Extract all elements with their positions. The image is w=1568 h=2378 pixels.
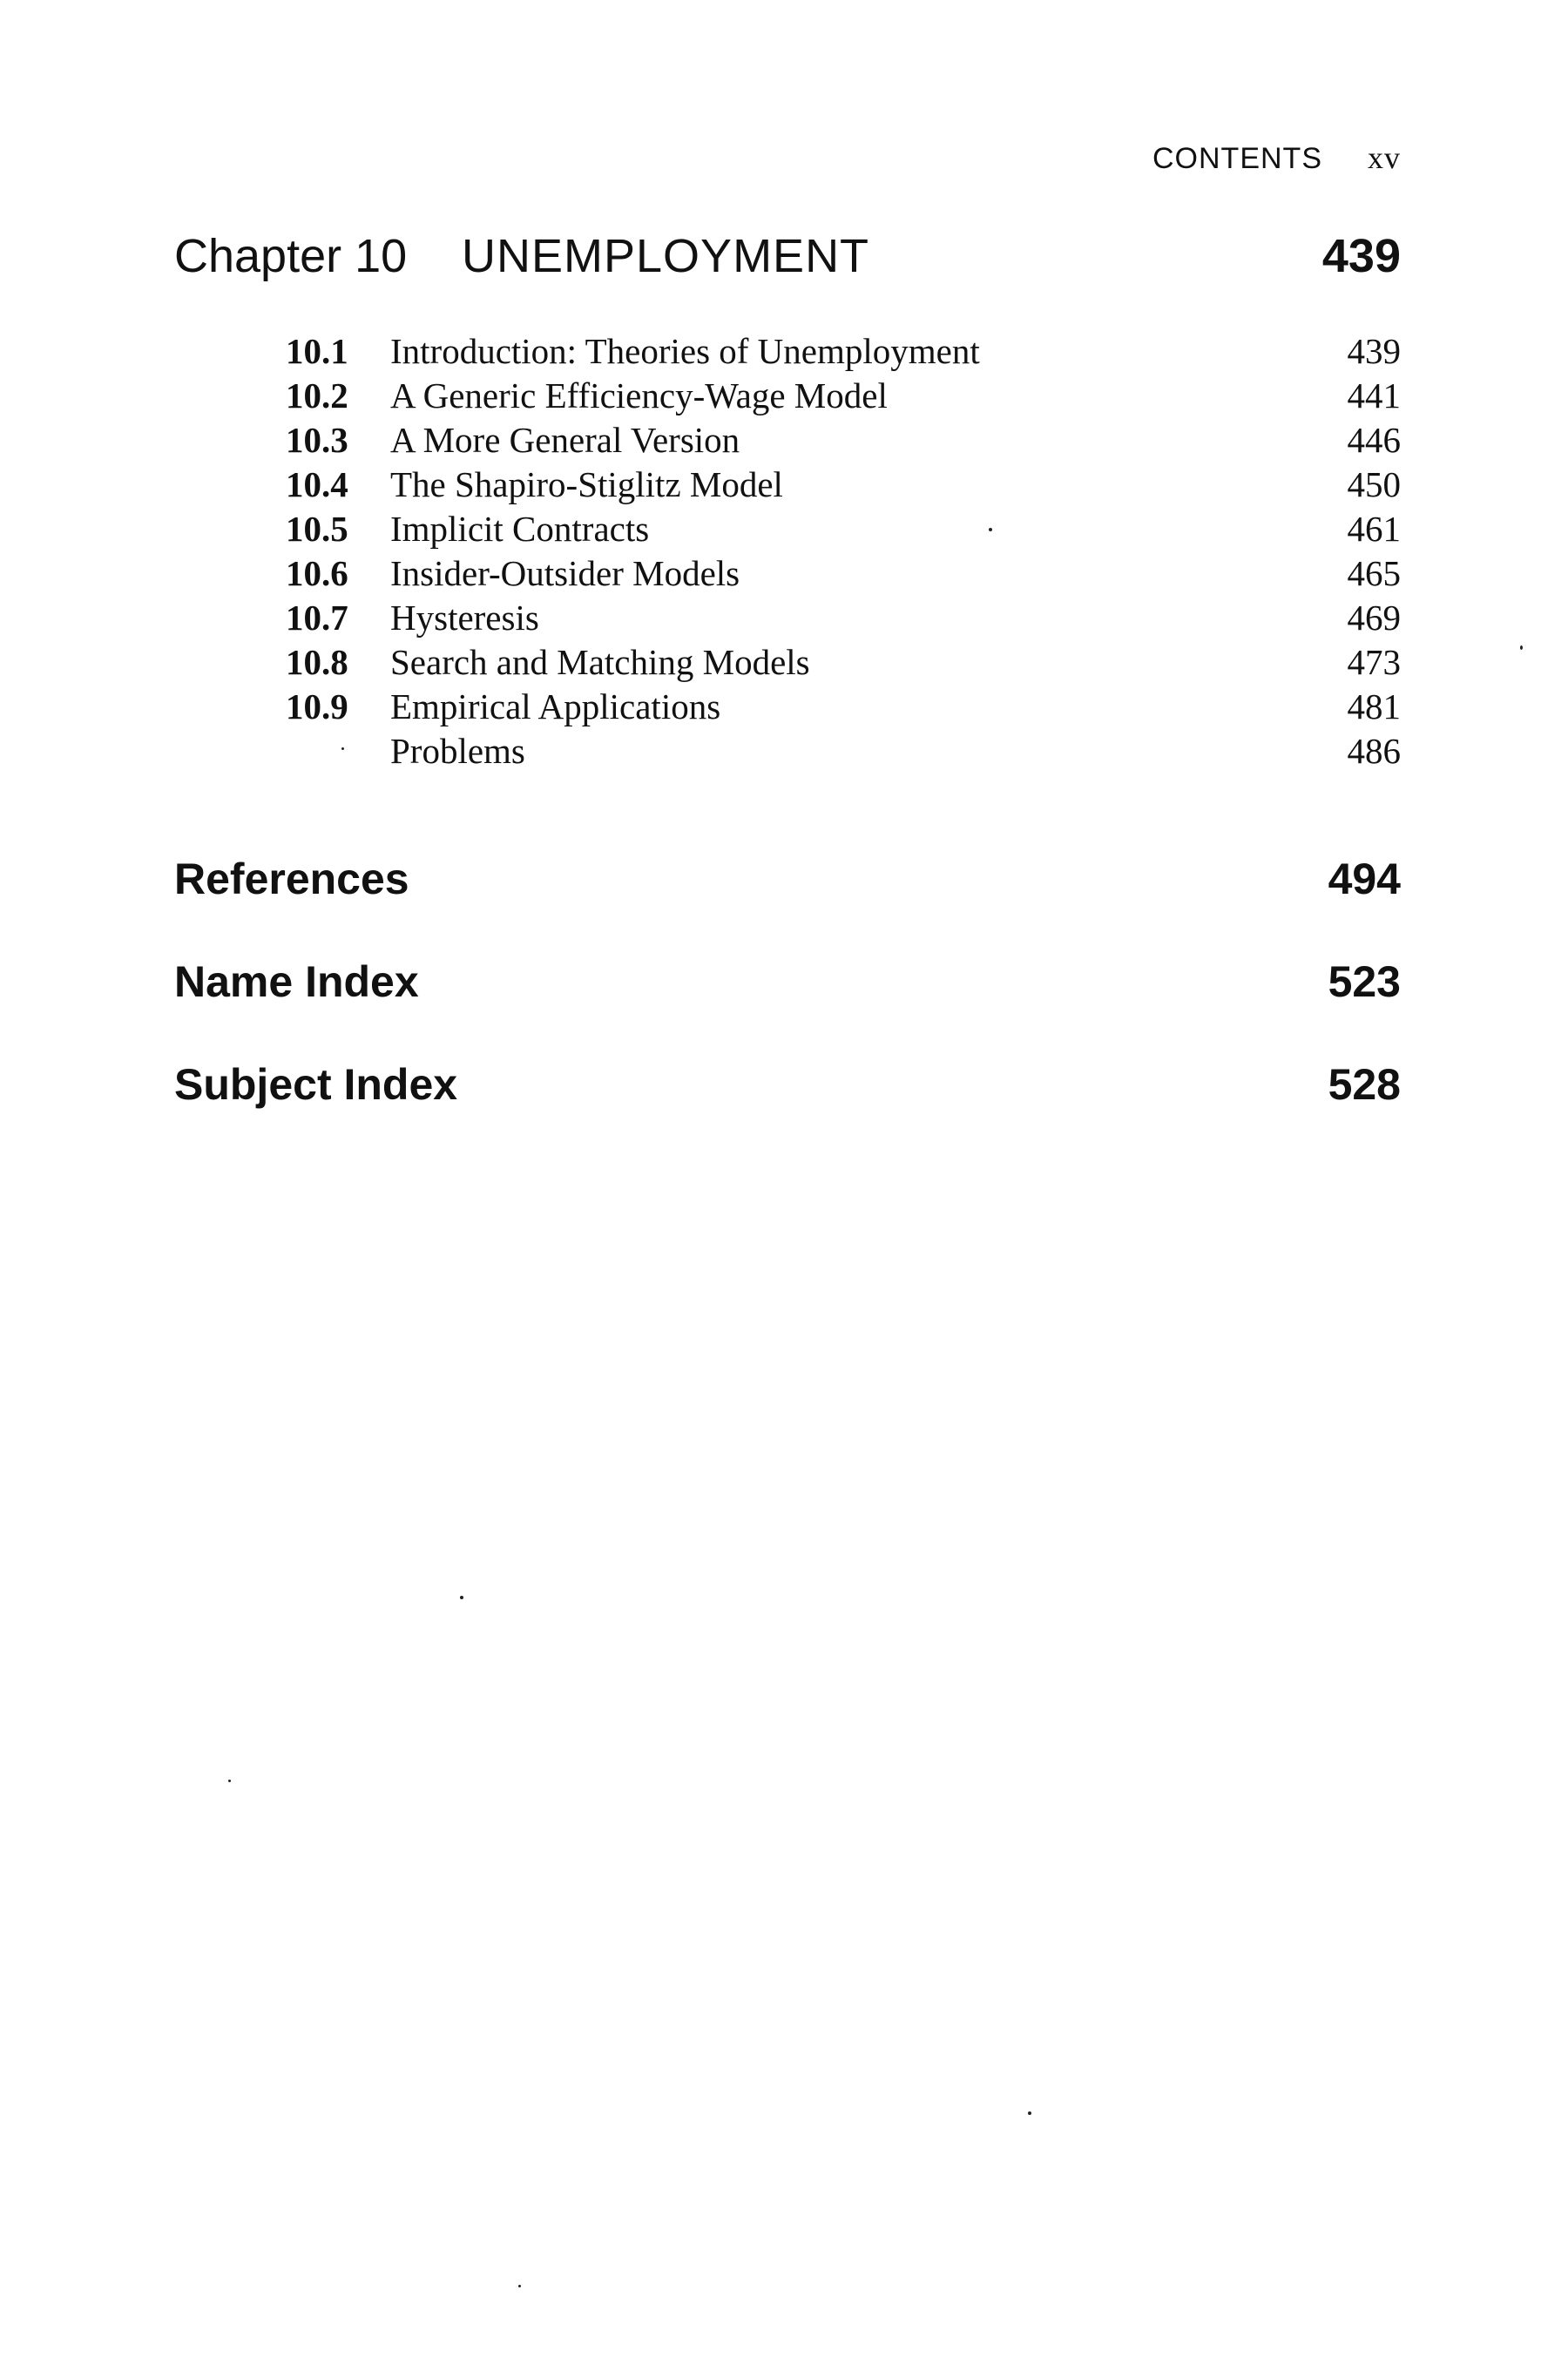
section-page: 469 (1347, 598, 1401, 638)
section-page: 465 (1347, 553, 1401, 593)
running-head (1152, 139, 1401, 176)
section-number: 10.5 (286, 509, 348, 549)
section-title: Implicit Contracts (390, 509, 650, 549)
toc-entry (286, 507, 1401, 551)
toc-entry (286, 551, 1401, 596)
section-page: 446 (1347, 420, 1401, 460)
back-matter-title: Subject Index (174, 1060, 458, 1109)
section-title: Problems (390, 731, 525, 771)
toc-entry (286, 329, 1401, 374)
toc-entry (286, 463, 1401, 507)
section-page: 461 (1347, 509, 1401, 549)
toc-entry-name-index (174, 956, 1401, 1007)
section-page: 439 (1347, 331, 1401, 371)
section-title: Search and Matching Models (390, 642, 810, 682)
toc-entry (286, 729, 1401, 774)
section-page: 473 (1347, 642, 1401, 682)
scan-speck (1028, 2111, 1031, 2115)
section-title: Insider-Outsider Models (390, 553, 740, 593)
section-title: Hysteresis (390, 598, 539, 638)
back-matter-page: 528 (1328, 1060, 1401, 1109)
toc-entry-subject-index (174, 1059, 1401, 1110)
scan-speck (989, 528, 992, 531)
toc-entry (286, 374, 1401, 418)
section-number: 10.4 (286, 464, 348, 504)
section-page: 481 (1347, 686, 1401, 726)
toc-entry (286, 640, 1401, 685)
chapter-page: 439 (1321, 230, 1401, 282)
section-number: 10.9 (286, 686, 348, 726)
section-page: 441 (1347, 375, 1401, 415)
scan-speck (1520, 645, 1523, 650)
section-page: 450 (1347, 464, 1401, 504)
back-matter-title: References (174, 855, 409, 903)
back-matter-page: 494 (1328, 855, 1401, 903)
scan-speck (460, 1596, 463, 1599)
toc-entry (286, 596, 1401, 640)
chapter-label: Chapter 10 (174, 230, 408, 282)
section-page: 486 (1347, 731, 1401, 771)
section-number: 10.6 (286, 553, 348, 593)
chapter-title: UNEMPLOYMENT (462, 230, 870, 282)
section-number: 10.1 (286, 331, 348, 371)
toc-entry-references (174, 854, 1401, 904)
toc-entry (286, 418, 1401, 463)
section-title: Empirical Applications (390, 686, 721, 726)
section-title: Introduction: Theories of Unemployment (390, 331, 980, 371)
page-folio: xv (1368, 140, 1401, 175)
running-head-label: CONTENTS (1152, 142, 1322, 175)
scan-speck (228, 1780, 231, 1782)
section-title: A More General Version (390, 420, 740, 460)
section-number: 10.7 (286, 598, 348, 638)
back-matter-page: 523 (1328, 957, 1401, 1006)
scan-speck (518, 2285, 521, 2287)
section-list (286, 329, 1401, 774)
section-number: 10.8 (286, 642, 348, 682)
back-matter-title: Name Index (174, 957, 419, 1006)
section-title: A Generic Efficiency-Wage Model (390, 375, 888, 415)
scan-speck (341, 747, 344, 750)
section-title: The Shapiro-Stiglitz Model (390, 464, 783, 504)
section-number: 10.3 (286, 420, 348, 460)
chapter-heading (174, 229, 1401, 283)
section-number: 10.2 (286, 375, 348, 415)
toc-entry (286, 685, 1401, 729)
